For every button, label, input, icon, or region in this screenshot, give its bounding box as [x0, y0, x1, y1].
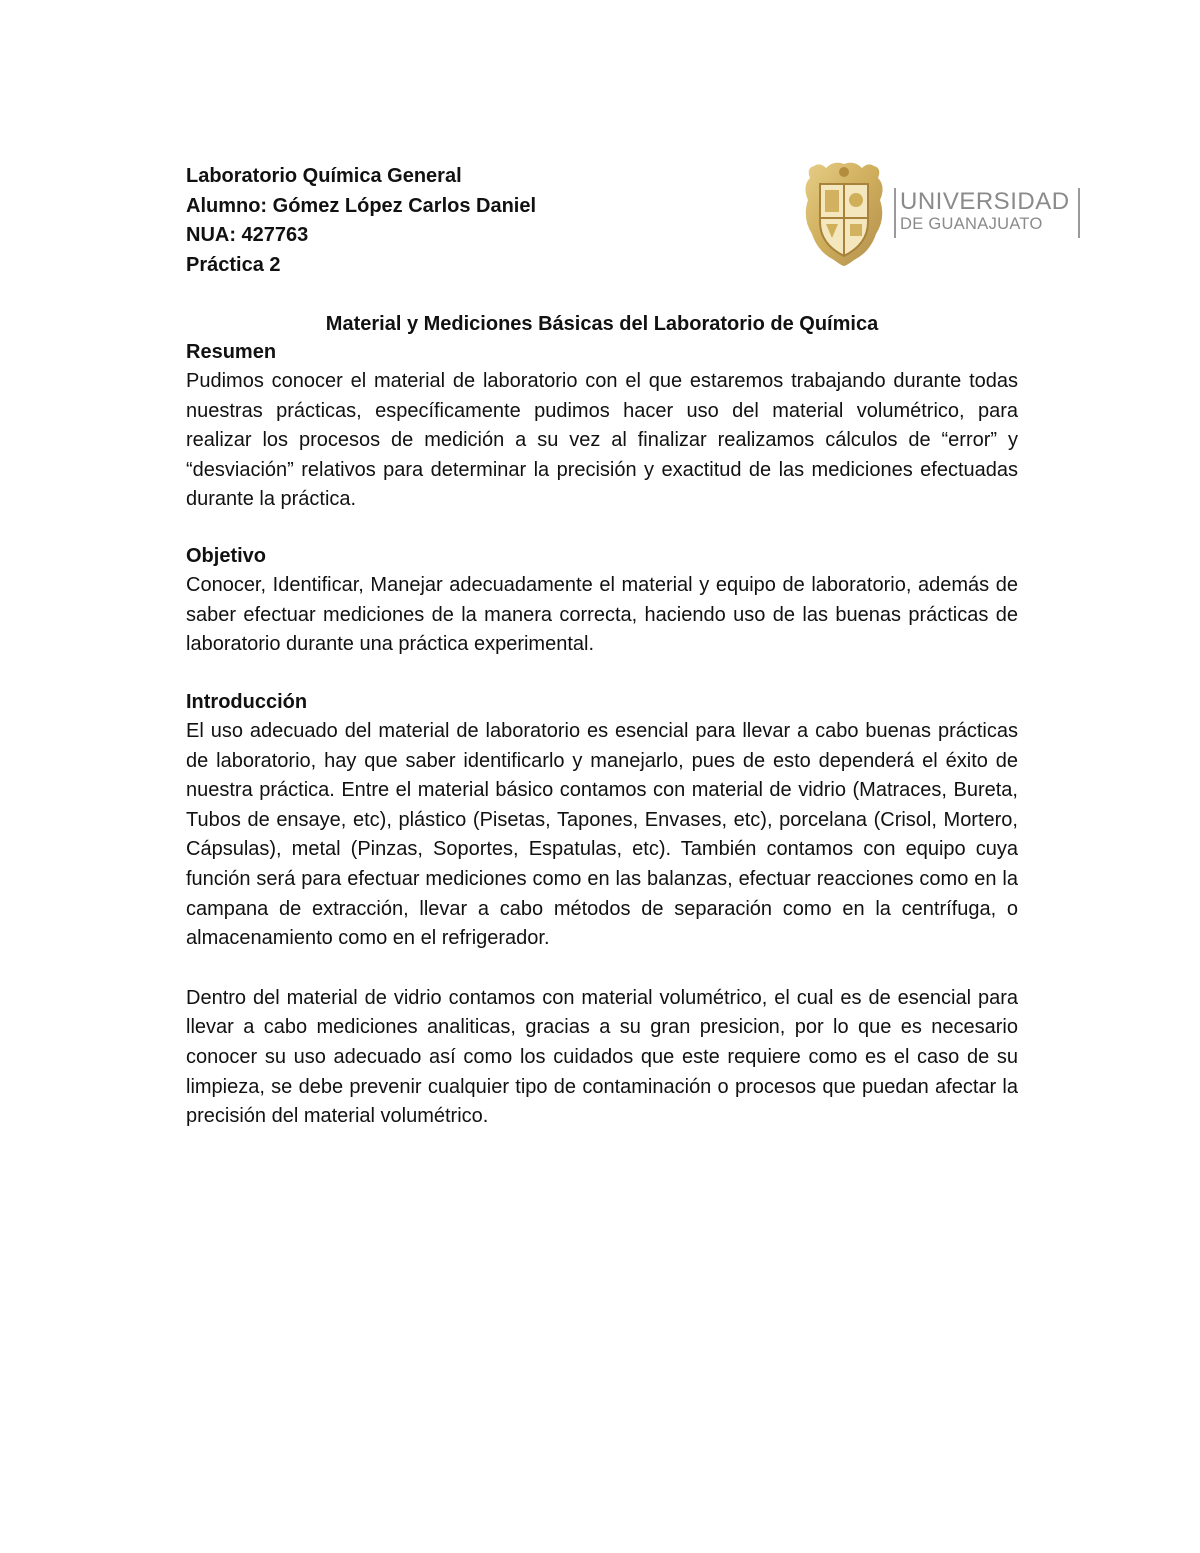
header-practice: Práctica 2 [186, 253, 281, 276]
logo-line-universidad: UNIVERSIDAD [900, 188, 1070, 215]
logo-wordmark [900, 190, 1070, 234]
section-text-resumen: Pudimos conocer el material de laboratorio con el que estaremos trabajando durante todas nuestras prácticas, específicamente pudimos hacer uso del material volumétrico, para realizar los procesos de medición a su vez al finalizar realizamos cálculos de “error” y “desviación” relativos para determinar la precisión y exactitud de las mediciones efectuadas durante la práctica. [186, 370, 1018, 511]
section-text-introduccion-1: El uso adecuado del material de laboratorio es esencial para llevar a cabo buenas prácticas de laboratorio, hay que saber identificarlo y manejarlo, pues de esto dependerá el éxito de nuestra práctica. Entre el material básico contamos con material de vidrio (Matraces, Bureta, Tubos de ensaye, etc), plástico (Pisetas, Tapones, Envases, etc), porcelana (Crisol, Mortero, Cápsulas), metal (Pinzas, Soportes, Espatulas, etc). También contamos con equipo cuya función será para efectuar mediciones como en las balanzas, efectuar reacciones como en la campana de extracción, llevar a cabo métodos de separación como en la centrífuga, o almacenamiento como en el refrigerador. [186, 720, 1018, 950]
header-course: Laboratorio Química General [186, 165, 462, 187]
section-objetivo [186, 542, 1018, 660]
section-heading-resumen: Resumen [186, 341, 277, 363]
header-student: Alumno: Gómez López Carlos Daniel [186, 194, 537, 217]
header-nua: NUA: 427763 [186, 224, 309, 246]
logo-divider-left [894, 188, 896, 238]
section-text-introduccion-2: Dentro del material de vidrio contamos con material volumétrico, el cual es de esencial para llevar a cabo mediciones analiticas, gracias a su gran presicion, por lo que es necesario conocer su uso adecuado así como los cuidados que este requiere como es el caso de su limpieza, se debe prevenir cualquier tipo de contaminación o procesos que puedan afectar la precisión del material volumétrico. [186, 986, 1018, 1128]
document-title: Material y Mediciones Básicas del Laboratorio de Química [325, 313, 879, 335]
section-introduccion [186, 688, 1018, 1132]
section-text-objetivo: Conocer, Identificar, Manejar adecuadamente el material y equipo de laboratorio, además de saber efectuar mediciones de la manera correcta, haciendo uso de las buenas prácticas de laboratorio durante una práctica experimental. [186, 574, 1018, 656]
document-header [186, 162, 706, 280]
logo-line-guanajuato: DE GUANAJUATO [900, 215, 1043, 233]
university-seal-icon [800, 160, 888, 268]
university-logo [800, 160, 1090, 270]
section-resumen [186, 338, 1018, 515]
logo-divider-right [1078, 188, 1080, 238]
section-heading-introduccion: Introducción [186, 691, 308, 713]
section-heading-objetivo: Objetivo [186, 545, 267, 567]
